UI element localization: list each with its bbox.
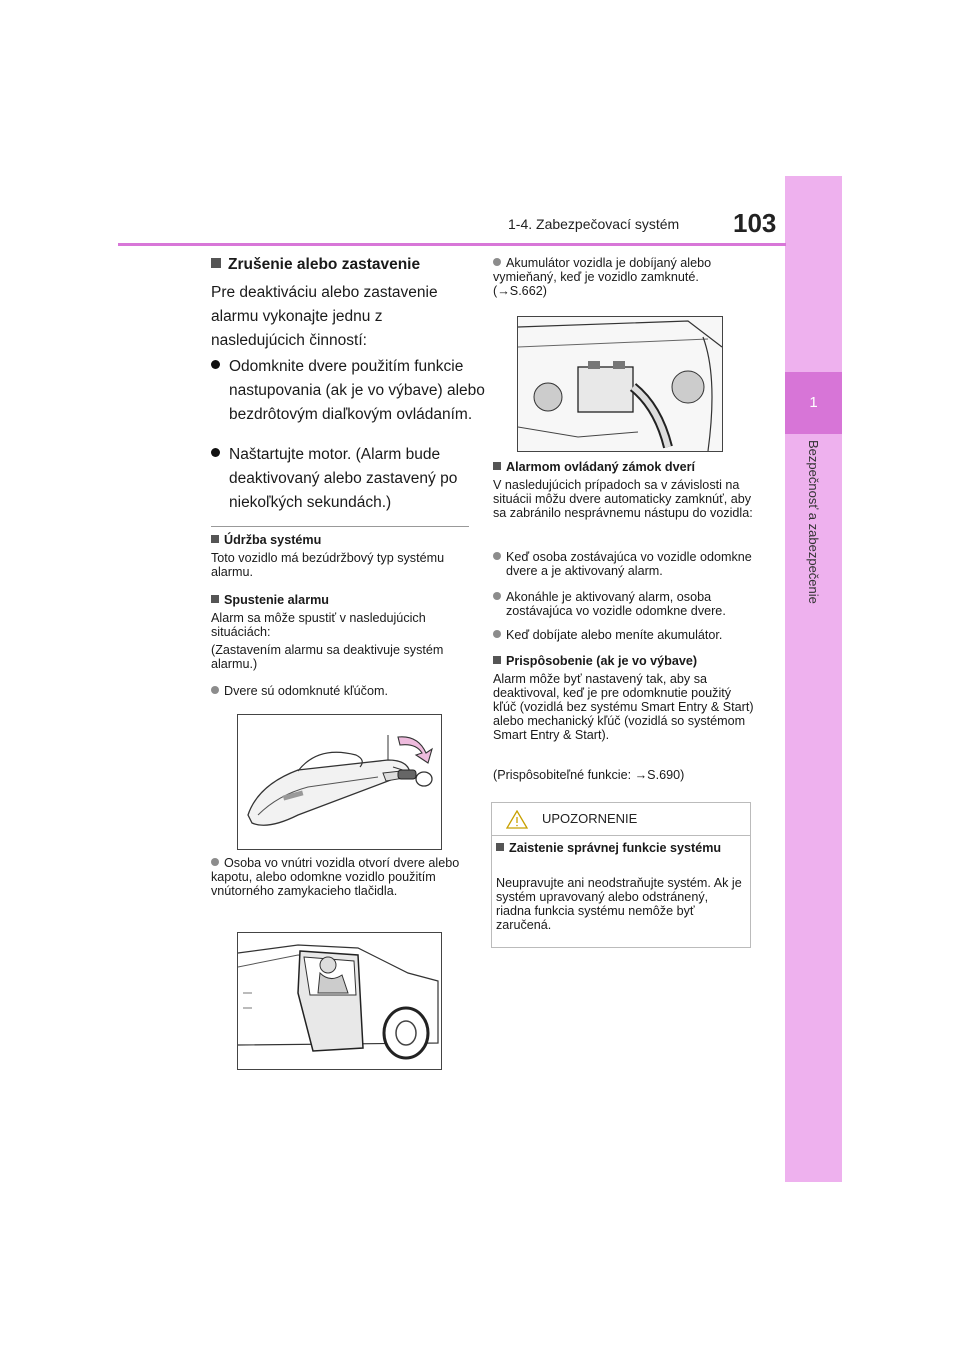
chapter-title: Bezpečnosť a zabezpečenie: [806, 440, 821, 604]
chapter-number: 1: [809, 394, 818, 411]
square-bullet-icon: [493, 462, 501, 470]
square-bullet-icon: [211, 535, 219, 543]
list-item: Keď osoba zostávajúca vo vozidle odomkne dvere a je aktivovaný alarm.: [493, 550, 764, 578]
lock-text: V nasledujúcich prípadoch sa v závislosti na situácii môžu dvere automaticky zamknúť, aby sa zabránilo nesprávnemu nástupu do vozidla:: [493, 478, 753, 520]
circle-bullet-icon: [211, 686, 219, 694]
list-item: Keď dobíjate alebo meníte akumulátor.: [493, 628, 751, 642]
battery-drawing: [518, 317, 722, 451]
caution-heading: Zaistenie správnej funkcie systému: [496, 841, 749, 855]
trigger-heading: Spustenie alarmu: [211, 593, 329, 607]
custom-heading: Prispôsobenie (ak je vo výbave): [493, 654, 697, 668]
bullet-item: Odomknite dvere použitím funkcie nastupovania (ak je vo výbave) alebo bezdrôtovým diaľkovým ovládaním.: [211, 355, 491, 427]
trigger-text: Alarm sa môže spustiť v nasledujúcich situáciách:: [211, 611, 426, 639]
circle-bullet-icon: [493, 552, 501, 560]
main-paragraph: Pre deaktiváciu alebo zastavenie alarmu vykonajte jednu z nasledujúcich činností:: [211, 284, 438, 349]
square-bullet-icon: [211, 595, 219, 603]
open-door-illustration: [237, 932, 442, 1070]
square-bullet-icon: [496, 843, 504, 851]
warning-triangle-icon: [506, 810, 528, 829]
list-item: Dvere sú odomknuté kľúčom.: [211, 684, 469, 698]
bullet-icon: [211, 360, 220, 369]
battery-illustration: [517, 316, 723, 452]
list-item: Akonáhle je aktivovaný alarm, osoba zostávajúca vo vozidle odomkne dvere.: [493, 590, 764, 618]
bullet-icon: [211, 448, 220, 457]
caution-box: [491, 802, 751, 948]
maintenance-heading: Údržba systému: [211, 533, 321, 547]
header-rule: [118, 243, 786, 246]
page-number: 103: [733, 208, 777, 238]
list-item: Akumulátor vozidla je dobíjaný alebo vymieňaný, keď je vozidlo zamknuté. (→S.662): [493, 256, 712, 298]
square-bullet-icon: [211, 258, 221, 268]
square-bullet-icon: [493, 656, 501, 664]
custom-text: Alarm môže byť nastavený tak, aby sa deaktivoval, keď je pre odomknutie použitý kľúč (vozidlá bez systému Smart Entry & Start) alebo mechanický kľúč (vozidlá so systémom Smart Entry & Start).: [493, 672, 754, 742]
door-handle-drawing: [238, 715, 441, 849]
chapter-title-container: [785, 440, 842, 680]
circle-bullet-icon: [211, 858, 219, 866]
list-item: Osoba vo vnútri vozidla otvorí dvere alebo kapotu, alebo odomkne vozidlo použitím vnútorného zamykacieho tlačidla.: [211, 856, 460, 898]
open-door-drawing: [238, 933, 441, 1069]
divider: [211, 526, 469, 527]
section-title: 1-4. Zabezpečovací systém: [508, 216, 680, 232]
trigger-text-note: (Zastavením alarmu sa deaktivuje systém alarmu.): [211, 643, 444, 671]
bullet-item: Naštartujte motor. (Alarm bude deaktivovaný alebo zastavený po niekoľkých sekundách.): [211, 443, 491, 515]
maintenance-text: Toto vozidlo má bezúdržbový typ systému alarmu.: [211, 551, 445, 579]
lock-heading: Alarmom ovládaný zámok dverí: [493, 460, 695, 474]
circle-bullet-icon: [493, 592, 501, 600]
door-handle-key-illustration: [237, 714, 442, 850]
chapter-number-tab: [785, 372, 842, 434]
caution-header: [492, 803, 750, 836]
caution-title: UPOZORNENIE: [542, 811, 638, 826]
caution-text: Neupravujte ani neodstraňujte systém. Ak je systém upravovaný alebo odstránený, riadna funkcia systému nemôže byť zaručená.: [496, 876, 742, 932]
circle-bullet-icon: [493, 258, 501, 266]
circle-bullet-icon: [493, 630, 501, 638]
main-heading: Zrušenie alebo zastavenie: [211, 256, 420, 274]
custom-reference: (Prispôsobiteľné funkcie: →S.690): [493, 768, 685, 782]
